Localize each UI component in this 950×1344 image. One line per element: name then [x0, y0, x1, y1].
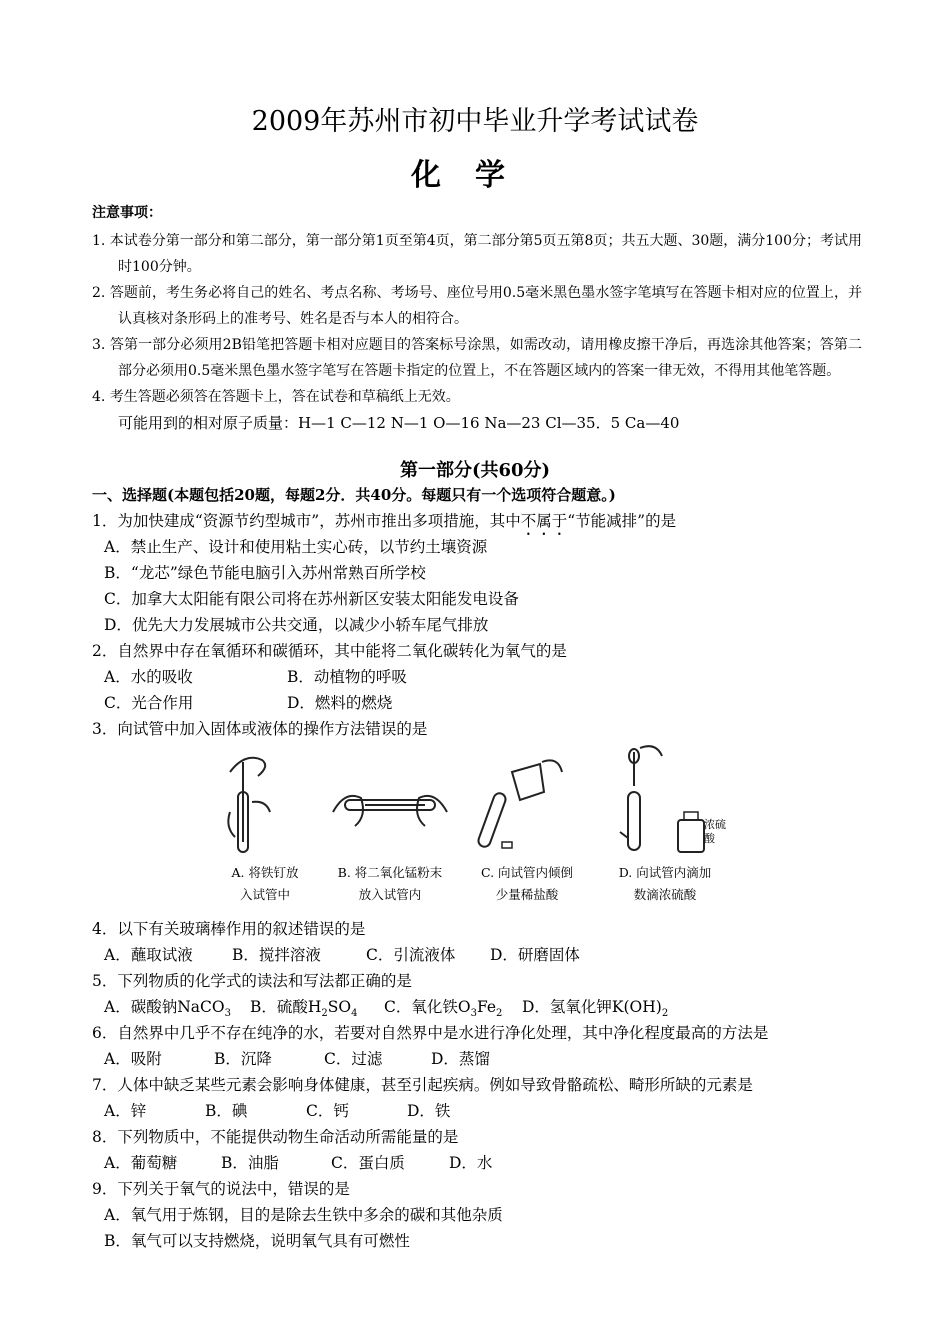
pour-acid-illustration: [462, 742, 592, 862]
option-9b: B．氧气可以支持燃烧，说明氧气具有可燃性: [104, 1232, 410, 1250]
question-8-stem: 8．下列物质中，不能提供动物生命活动所需能量的是: [92, 1128, 459, 1146]
atomic-masses: 可能用到的相对原子质量：H—1 C—12 N—1 O—16 Na—23 Cl—35．5 Ca—40: [118, 414, 680, 432]
figure-d-caption: D. 向试管内滴加 数滴浓硫酸: [618, 865, 712, 902]
notice-item: 2. 答题前，考生务必将自己的姓名、考点名称、考场号、座位号用0.5毫米黑色墨水签字笔填写在答题卡相对应的位置上，并认真核对条形码上的准考号、姓名是否与本人的相符合。: [92, 285, 862, 327]
option-1a: A．禁止生产、设计和使用粘土实心砖，以节约土壤资源: [104, 538, 488, 556]
notice-item: 3. 答第一部分必须用2B铅笔把答题卡相对应题目的答案标号涂黑，如需改动，请用橡皮擦干净后，再选涂其他答案；答第二部分必须用0.5毫米黑色墨水签字笔写在答题卡指定的位置上，不在答题区域内的答案一律无效，不得用其他笔答题。: [92, 337, 862, 379]
option-6b: B．沉降: [214, 1050, 272, 1068]
option-8d: D．水: [449, 1154, 493, 1172]
option-1d: D．优先大力发展城市公共交通，以减少小轿车尾气排放: [104, 616, 489, 634]
question-1-stem: 1．为加快建成“资源节约型城市”，苏州市推出多项措施，其中不属于“节能减排”的是: [92, 512, 677, 530]
notice-list: [92, 228, 862, 436]
option-6d: D．蒸馏: [431, 1050, 490, 1068]
option-5b: B．硫酸$H_2SO_4$: [250, 998, 358, 1020]
option-4c: C．引流液体: [366, 946, 456, 964]
option-2d: D．燃料的燃烧: [287, 694, 393, 712]
question-2-stem: 2．自然界中存在氧循环和碳循环，其中能将二氧化碳转化为氧气的是: [92, 642, 567, 660]
figure-a-caption: A. 将铁钉放 入试管中: [231, 865, 299, 902]
option-2a: A．水的吸收: [104, 668, 193, 686]
option-1c: C．加拿大太阳能有限公司将在苏州新区安装太阳能发电设备: [104, 590, 519, 608]
section-heading: 一、选择题(本题包括20题，每题2分．共40分。每题只有一个选项符合题意。): [92, 486, 616, 504]
figure-d: [600, 742, 730, 908]
notice-item: 1. 本试卷分第一部分和第二部分，第一部分第1页至第4页，第二部分第5页五第8页；共五大题、30题，满分100分；考试用时100分钟。: [92, 233, 862, 275]
question-4-stem: 4．以下有关玻璃棒作用的叙述错误的是: [92, 920, 366, 938]
option-5d: D．氢氧化钾$K(OH)_2$: [522, 998, 669, 1020]
option-5c: C．氧化铁$O_3Fe_2$: [384, 998, 503, 1020]
bottle-label: 浓硫酸: [704, 818, 726, 845]
question-6-stem: 6．自然界中几乎不存在纯净的水，若要对自然界中是水进行净化处理，其中净化程度最高的方法是: [92, 1024, 769, 1042]
powder-tube-illustration: [325, 742, 455, 862]
figure-c: [462, 742, 592, 908]
option-4d: D．研磨固体: [490, 946, 580, 964]
emphasis-text: 不属于: [520, 512, 568, 530]
notice-heading: 注意事项：: [92, 205, 162, 221]
option-7c: C．钙: [306, 1102, 349, 1120]
iron-nail-tube-illustration: [200, 742, 330, 862]
figure-b-caption: B. 将二氧化锰粉末 放入试管内: [337, 865, 443, 902]
option-6a: A．吸附: [104, 1050, 162, 1068]
notice-item: 4. 考生答题必须答在答题卡上，答在试卷和草稿纸上无效。: [92, 389, 460, 405]
question-5-stem: 5．下列物质的化学式的读法和写法都正确的是: [92, 972, 412, 990]
option-2b: B．动植物的呼吸: [287, 668, 407, 686]
option-7b: B．碘: [205, 1102, 248, 1120]
option-7a: A．锌: [104, 1102, 147, 1120]
option-4b: B．搅拌溶液: [232, 946, 321, 964]
question-9-stem: 9．下列关于氧气的说法中，错误的是: [92, 1180, 350, 1198]
option-8c: C．蛋白质: [331, 1154, 405, 1172]
question-3-stem: 3．向试管中加入固体或液体的操作方法错误的是: [92, 720, 428, 738]
option-1b: B．“龙芯”绿色节能电脑引入苏州常熟百所学校: [104, 564, 426, 582]
option-9a: A．氧气用于炼钢，目的是除去生铁中多余的碳和其他杂质: [104, 1206, 503, 1224]
option-4a: A．蘸取试液: [104, 946, 193, 964]
exam-title: 2009年苏州市初中毕业升学考试试卷: [251, 106, 699, 137]
option-2c: C．光合作用: [104, 694, 194, 712]
figure-b: [325, 742, 455, 908]
figure-a: [200, 742, 330, 908]
option-5a: A．碳酸钠NaCO$_3$: [104, 998, 231, 1020]
question-7-stem: 7．人体中缺乏某些元素会影响身体健康，甚至引起疾病。例如导致骨骼疏松、畸形所缺的元素是: [92, 1076, 753, 1094]
figure-c-caption: C. 向试管内倾倒 少量稀盐酸: [480, 865, 574, 902]
option-8a: A．葡萄糖: [104, 1154, 178, 1172]
option-7d: D．铁: [407, 1102, 451, 1120]
subject-title: 化学: [411, 158, 539, 193]
option-8b: B．油脂: [221, 1154, 279, 1172]
experiment-figures: [200, 742, 740, 908]
option-6c: C．过滤: [324, 1050, 383, 1068]
part1-title: 第一部分(共60分): [399, 460, 551, 481]
